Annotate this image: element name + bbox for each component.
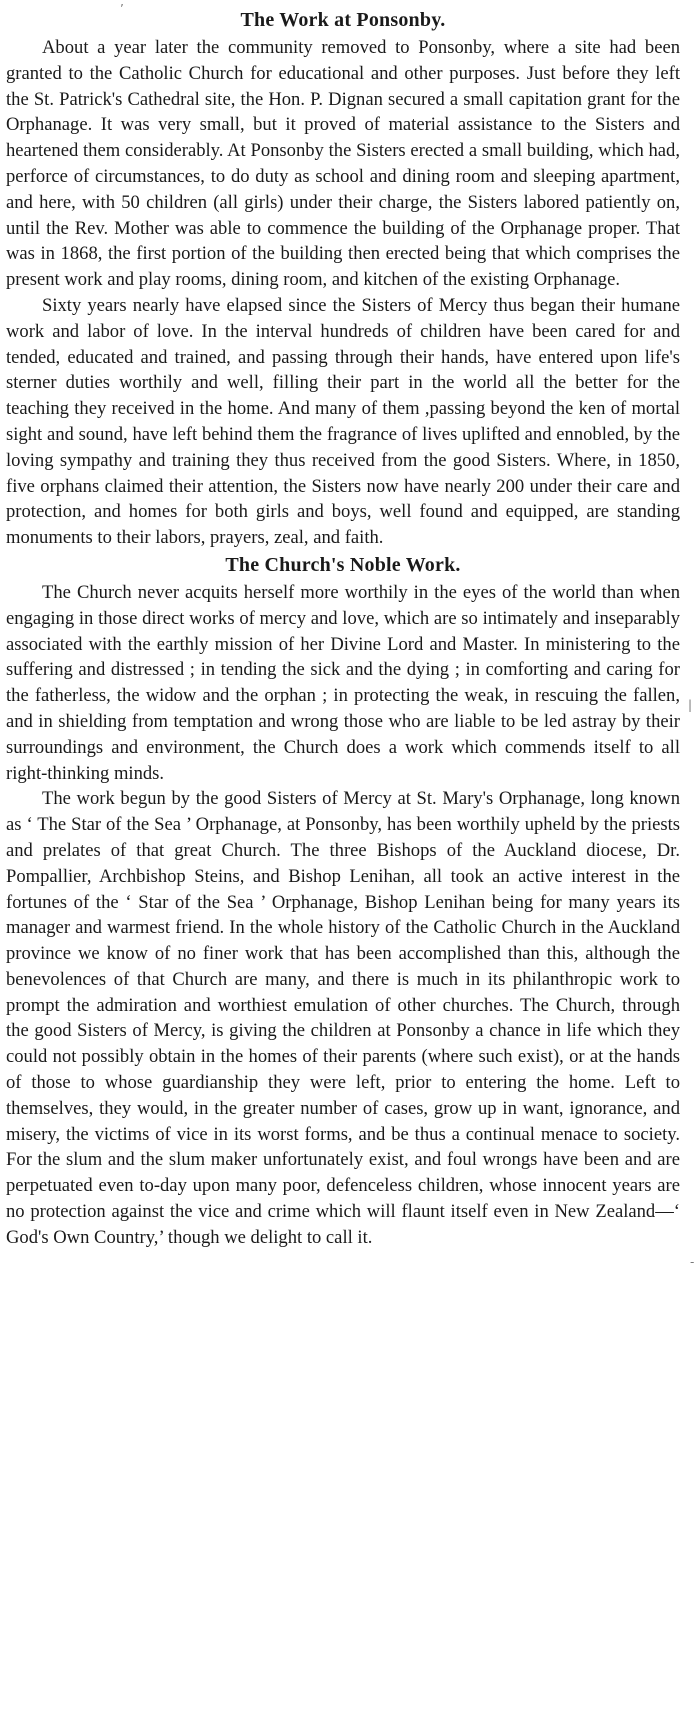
paragraph-sixty-years: Sixty years nearly have elapsed since the Sisters of Mercy thus began their humane work and labor of love. In the interval hundreds of children have been cared for and tended, educated and trained, and passing through their hands, have entered upon life's sterner duties worthily and well, filling their part in the world all the better for the teaching they received in the home. And many of them ,passing beyond the ken of mortal sight and sound, have left behind them the fragrance of lives uplifted and ennobled, by the loving sympathy and training they thus received from the good Sisters. Where, in 1850, five orphans claimed their attention, the Sisters now have nearly 200 under their care and protection, and homes for both girls and boys, well found and equipped, are standing monuments to their labors, prayers, zeal, and faith. — [6, 294, 680, 549]
section-heading-church-work: The Church's Noble Work. — [225, 553, 461, 576]
section-heading-ponsonby: The Work at Ponsonby. — [240, 9, 446, 31]
margin-tick-mark: | — [688, 698, 693, 712]
paragraph-work-begun: The work begun by the good Sisters of Mercy at St. Mary's Orphanage, long known as ‘ The Star of the Sea ’ Orphanage, at Ponsonby, has been worthily upheld by the priests and prelates of that great Church. The three Bishops of the Auckland diocese, Dr. Pompallier, Archbishop Steins, and Bishop Lenihan, all took an active interest in the fortunes of the ‘ Star of the Sea ’ Orphanage, Bishop Lenihan being for many years its manager and warmest friend. In the whole history of the Catholic Church in the Auckland province we know of no finer work that has been accomplished than this, although the benevolences of that Church are many, and there is much in its philanthropic work to prompt the admiration and worthiest emulation of other churches. The Church, through the good Sisters of Mercy, is giving the children at Ponsonby a chance in life which they could not possibly obtain in the homes of their parents (where such exist), or at the hands of those to whose guardianship they were left, prior to entering the home. Left to themselves, they would, in the greater number of cases, grow up in want, ignorance, and misery, the victims of vice in its worst forms, and be thus a continual menace to society. For the slum and the slum maker unfortunately exist, and foul wrongs have been and are perpetuated even to-day upon many poor, defenceless children, whose innocent years are no protection against the vice and crime which will flaunt itself even in New Zealand—‘ God's Own Country,’ though we delight to call it. — [6, 788, 680, 1248]
paragraph-ponsonby-building: About a year later the community removed to Ponsonby, where a site had been granted to the Catholic Church for educational and other purposes. Just before they left the St. Patrick's Cathedral site, the Hon. P. Dignan secured a small capitation grant for the Orphanage. It was very small, but it proved of material assistance to the Sisters and heartened them considerably. At Ponsonby the Sisters erected a small building, which had, perforce of circumstances, to do duty as school and dining room and sleeping apartment, and here, with 50 children (all girls) under their charge, the Sisters labored patiently on, until the Rev. Mother was able to commence the building of the Orphanage proper. That was in 1868, the first portion of the building then erected being that which comprises the present work and play rooms, dining room, and kitchen of the existing Orphanage. — [6, 37, 680, 291]
text-column — [6, 8, 680, 1251]
scan-speck-mark: ’ — [120, 2, 124, 16]
margin-dash-mark: - — [690, 1255, 695, 1269]
paragraph-church-acquits: The Church never acquits herself more worthily in the eyes of the world than when engaging in those direct works of mercy and love, which are so intimately and inseparably associated with the earthly mission of her Divine Lord and Master. In ministering to the suffering and distressed ; in tending the sick and the dying ; in comforting and caring for the fatherless, the widow and the orphan ; in protecting the weak, in rescuing the fallen, and in shielding from temptation and wrong those who are liable to be led astray by their surroundings and environment, the Church does a work which commends itself to all right-thinking minds. — [6, 581, 680, 784]
